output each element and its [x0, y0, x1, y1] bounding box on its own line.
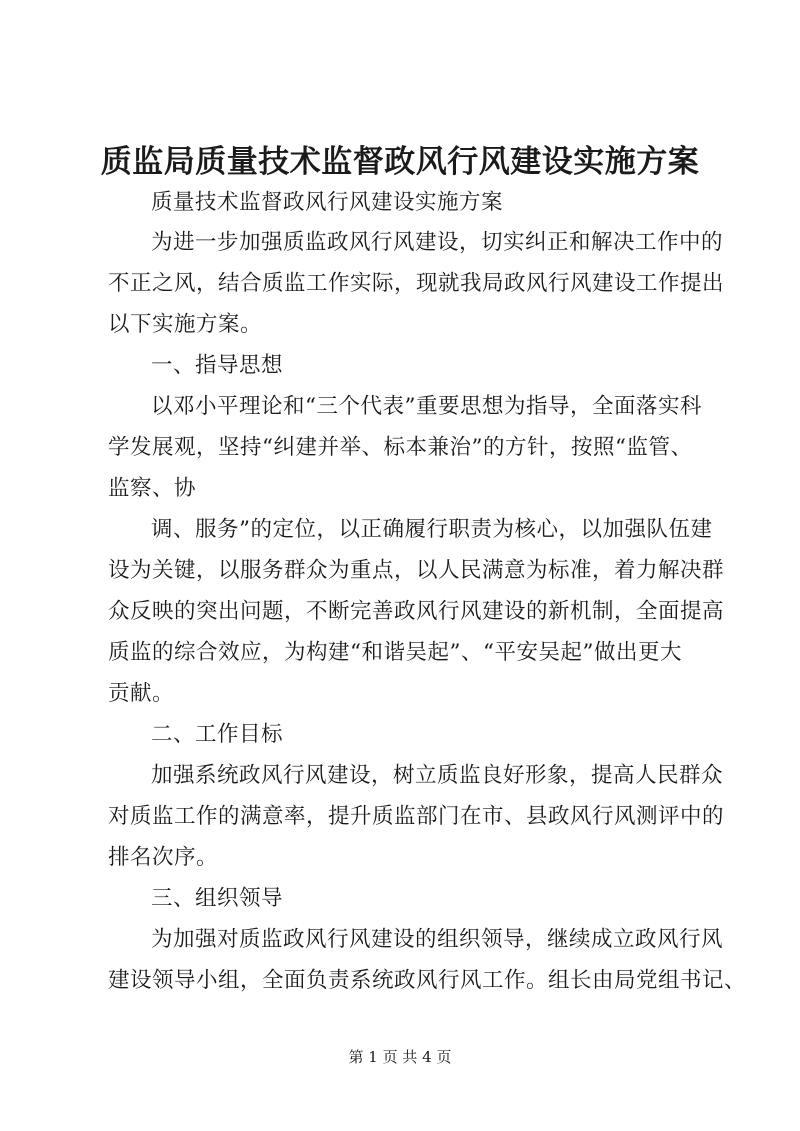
- body-line: 加强系统政风行风建设，树立质监良好形象，提高人民群众: [151, 763, 724, 788]
- body-line: 调、服务”的定位，以正确履行职责为核心，以加强队伍建: [151, 517, 713, 542]
- body-line: 监察、协: [108, 476, 197, 501]
- body-line: 贡献。: [108, 681, 175, 706]
- body-line: 设为关键，以服务群众为重点，以人民满意为标准，着力解决群: [108, 558, 725, 583]
- section-heading: 二、工作目标: [151, 722, 284, 747]
- body-line: 以下实施方案。: [108, 312, 263, 337]
- section-heading: 三、组织领导: [151, 886, 284, 911]
- body-line: 为加强对质监政风行风建设的组织领导，继续成立政风行风: [151, 927, 724, 952]
- page-number-footer: 第 1 页 共 4 页: [348, 1048, 452, 1066]
- body-line: 为进一步加强质监政风行风建设，切实纠正和解决工作中的: [151, 230, 724, 255]
- section-heading: 一、指导思想: [151, 353, 284, 378]
- body-line: 学发展观，坚持“纠建并举、标本兼治”的方针，按照“监管、: [108, 435, 693, 460]
- body-line: 建设领导小组，全面负责系统政风行风工作。组长由局党组书记、: [108, 968, 747, 993]
- body-line: 排名次序。: [108, 845, 219, 870]
- body-line: 以邓小平理论和“三个代表”重要思想为指导，全面落实科: [151, 394, 702, 419]
- body-line: 质监的综合效应，为构建“和谐吴起”、“平安吴起”做出更大: [108, 640, 682, 665]
- document-title: 质监局质量技术监督政风行风建设实施方案: [100, 144, 700, 180]
- body-line: 众反映的突出问题，不断完善政风行风建设的新机制，全面提高: [108, 599, 725, 624]
- body-line: 对质监工作的满意率，提升质监部门在市、县政风行风测评中的: [108, 804, 725, 829]
- body-line: 不正之风，结合质监工作实际，现就我局政风行风建设工作提出: [108, 271, 725, 296]
- subtitle-line: 质量技术监督政风行风建设实施方案: [151, 190, 504, 215]
